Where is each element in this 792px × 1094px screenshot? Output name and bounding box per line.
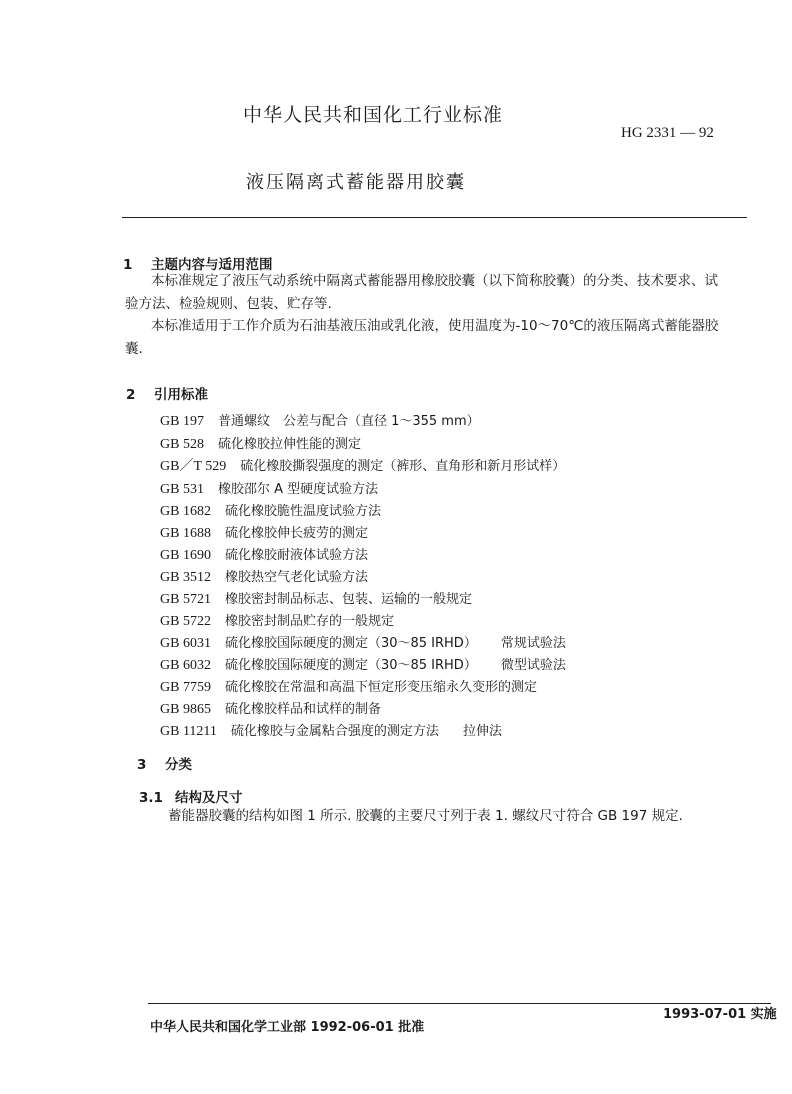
reference-title: 硫化橡胶撕裂强度的测定（裤形、直角形和新月形试样） — [240, 459, 566, 474]
section-number: 3 — [137, 757, 147, 773]
reference-item — [160, 588, 472, 608]
section-number: 1 — [123, 257, 133, 273]
section-1-para1-line2: 验方法、检验规则、包装、贮存等. — [125, 296, 332, 312]
approval-line: 中华人民共和国化学工业部 1992-06-01 批准 — [150, 1020, 425, 1035]
implementation-date: 1993-07-01 实施 — [663, 1007, 777, 1022]
reference-title: 普通螺纹 公差与配合（直径 1～355 mm） — [217, 414, 480, 429]
reference-code: GB 1690 — [160, 548, 211, 563]
reference-title: 硫化橡胶脆性温度试验方法 — [224, 504, 381, 519]
reference-code: GB 5722 — [160, 614, 211, 629]
reference-title: 硫化橡胶国际硬度的测定（30～85 IRHD） — [224, 636, 477, 651]
document-title: 液压隔离式蓄能器用胶囊 — [246, 172, 466, 193]
reference-item — [160, 522, 368, 542]
reference-item — [160, 455, 565, 475]
reference-code: GB／T 529 — [160, 459, 227, 474]
reference-item — [160, 433, 361, 453]
reference-item — [160, 676, 537, 696]
section-title: 主题内容与适用范围 — [151, 257, 273, 273]
reference-item — [160, 500, 381, 520]
reference-code: GB 7759 — [160, 680, 211, 695]
section-1-para2-line1: 本标准适用于工作介质为石油基液压油或乳化液，使用温度为-10～70℃的液压隔离式蓄能器胶 — [151, 318, 719, 334]
reference-title: 硫化橡胶耐液体试验方法 — [224, 548, 368, 563]
standard-code: HG 2331 — 92 — [621, 125, 714, 141]
section-3-heading — [137, 753, 192, 773]
reference-title: 橡胶密封制品贮存的一般规定 — [224, 614, 394, 629]
section-1-para2-line2: 囊. — [125, 341, 143, 357]
issuing-body-title: 中华人民共和国化工行业标准 — [243, 104, 504, 126]
reference-item — [160, 544, 368, 564]
section-2-heading — [126, 383, 208, 403]
reference-code: GB 9865 — [160, 702, 211, 717]
reference-code: GB 197 — [160, 414, 204, 429]
reference-title: 硫化橡胶国际硬度的测定（30～85 IRHD） — [224, 658, 477, 673]
reference-item — [160, 610, 394, 630]
reference-title: 硫化橡胶拉伸性能的测定 — [217, 437, 361, 452]
reference-item — [160, 478, 378, 498]
reference-title: 硫化橡胶与金属粘合强度的测定方法 — [230, 724, 439, 739]
reference-title: 硫化橡胶在常温和高温下恒定形变压缩永久变形的测定 — [224, 680, 537, 695]
reference-title: 橡胶邵尔 A 型硬度试验方法 — [217, 482, 379, 497]
reference-code: GB 1688 — [160, 526, 211, 541]
section-1-para1-line1: 本标准规定了液压气动系统中隔离式蓄能器用橡胶胶囊（以下简称胶囊）的分类、技术要求、试 — [151, 273, 718, 289]
reference-code: GB 528 — [160, 437, 204, 452]
header-divider — [122, 217, 747, 218]
reference-code: GB 11211 — [160, 724, 217, 739]
reference-item — [160, 410, 480, 430]
reference-item — [160, 566, 368, 586]
reference-code: GB 6032 — [160, 658, 211, 673]
reference-item — [160, 632, 566, 652]
reference-method: 微型试验法 — [500, 658, 566, 673]
section-1-heading — [123, 253, 273, 273]
reference-method: 常规试验法 — [500, 636, 566, 651]
subsection-number: 3.1 — [139, 790, 163, 806]
reference-code: GB 3512 — [160, 570, 211, 585]
reference-code: GB 5721 — [160, 592, 211, 607]
reference-item — [160, 654, 566, 674]
section-title: 分类 — [165, 757, 192, 773]
reference-title: 橡胶热空气老化试验方法 — [224, 570, 368, 585]
reference-code: GB 1682 — [160, 504, 211, 519]
section-title: 引用标准 — [154, 387, 208, 403]
reference-title: 橡胶密封制品标志、包装、运输的一般规定 — [224, 592, 472, 607]
subsection-3-1-heading — [139, 786, 243, 806]
reference-title: 硫化橡胶伸长疲劳的测定 — [224, 526, 368, 541]
reference-title: 硫化橡胶样品和试样的制备 — [224, 702, 381, 717]
subsection-title: 结构及尺寸 — [175, 790, 243, 806]
reference-method: 拉伸法 — [462, 724, 502, 739]
reference-code: GB 531 — [160, 482, 204, 497]
reference-item — [160, 698, 381, 718]
reference-item — [160, 720, 502, 740]
subsection-3-1-text: 蓄能器胶囊的结构如图 1 所示. 胶囊的主要尺寸列于表 1. 螺纹尺寸符合 GB 197 规定. — [168, 808, 683, 824]
section-number: 2 — [126, 387, 136, 403]
reference-code: GB 6031 — [160, 636, 211, 651]
